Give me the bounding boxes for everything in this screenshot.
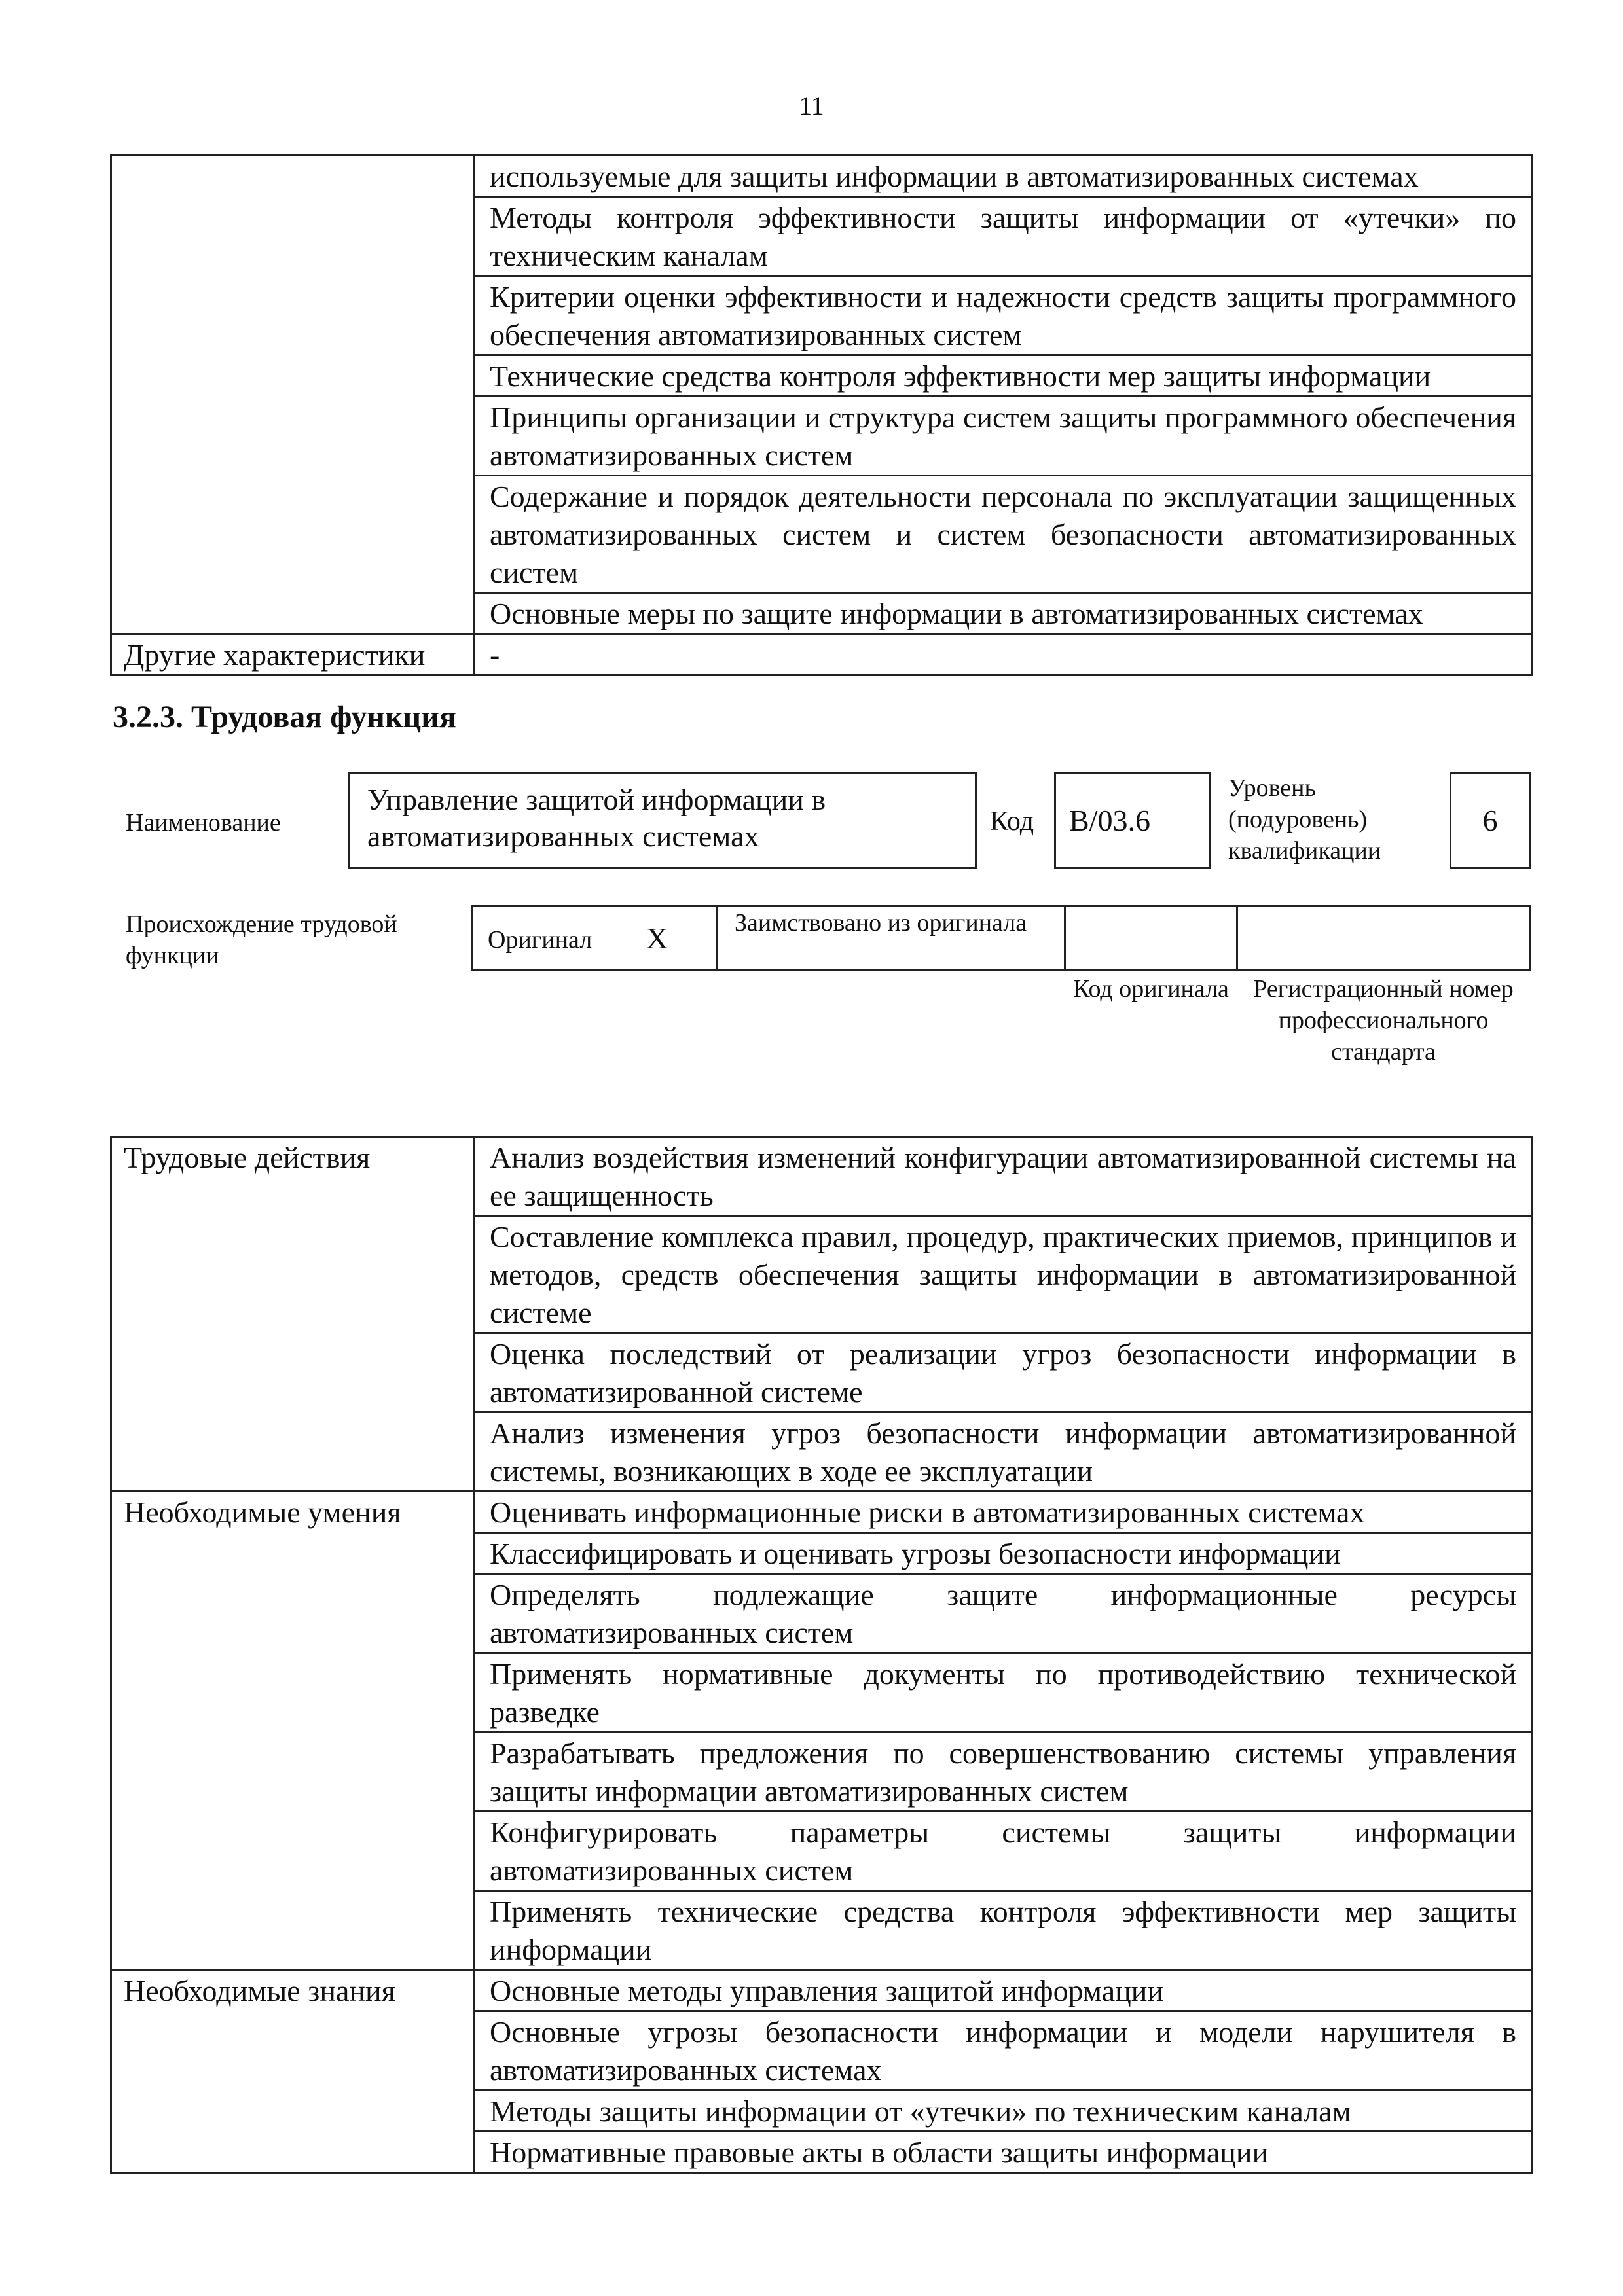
borrowed-label: Заимствовано из оригинала	[735, 909, 1027, 937]
skill-item: Применять технические средства контроля эффективности мер защиты информации	[475, 1891, 1532, 1970]
skill-item: Применять нормативные документы по противодействию технической разведке	[475, 1653, 1532, 1732]
main-function-table	[110, 1136, 1533, 2174]
top-knowledge-table	[110, 154, 1533, 676]
code-original-caption: Код оригинала	[1073, 975, 1229, 1003]
code-label: Код	[990, 806, 1034, 836]
skill-item: Оценивать информационные риски в автоматизированных системах	[475, 1492, 1532, 1533]
knowledge-item: Принципы организации и структура систем защиты программного обеспечения автоматизированных систем	[475, 397, 1532, 476]
level-label: Уровень (подуровень) квалификации	[1228, 774, 1381, 865]
original-label: Оригинал	[488, 926, 593, 954]
skill-item: Классифицировать и оценивать угрозы безопасности информации	[475, 1533, 1532, 1574]
knowledge-label: Необходимые знания	[111, 1970, 475, 2173]
knowledge-item: Содержание и порядок деятельности персонала по эксплуатации защищенных автоматизированных систем и систем безопасности автоматизированных систем	[475, 476, 1532, 593]
knowledge-item: Методы защиты информации от «утечки» по техническим каналам	[475, 2090, 1532, 2132]
action-item: Составление комплекса правил, процедур, практических приемов, принципов и методов, средств обеспечения защиты информации в автоматизированной системе	[475, 1216, 1532, 1333]
knowledge-item: используемые для защиты информации в автоматизированных системах	[475, 156, 1532, 197]
knowledge-item: Технические средства контроля эффективности мер защиты информации	[475, 355, 1532, 397]
knowledge-item: Нормативные правовые акты в области защиты информации	[475, 2132, 1532, 2173]
code-value: B/03.6	[1069, 804, 1150, 837]
knowledge-item: Основные методы управления защитой информации	[475, 1970, 1532, 2011]
table-row	[111, 634, 1532, 675]
action-item: Анализ воздействия изменений конфигурации автоматизированной системы на ее защищенность	[475, 1137, 1532, 1216]
empty-label-cell	[111, 156, 475, 634]
knowledge-item: Методы контроля эффективности защиты информации от «утечки» по техническим каналам	[475, 197, 1532, 276]
name-box	[348, 772, 977, 869]
page-number: 11	[799, 91, 824, 120]
knowledge-item: Основные меры по защите информации в автоматизированных системах	[475, 593, 1532, 634]
code-original-box	[1064, 905, 1238, 971]
skill-item: Конфигурировать параметры системы защиты информации автоматизированных систем	[475, 1812, 1532, 1891]
original-box	[471, 905, 718, 971]
table-row	[111, 1970, 1532, 2011]
reg-number-caption: Регистрационный номер профессионального стандарта	[1253, 975, 1514, 1066]
level-value: 6	[1482, 804, 1498, 837]
knowledge-item: Основные угрозы безопасности информации и модели нарушителя в автоматизированных системах	[475, 2011, 1532, 2090]
other-characteristics-value: -	[475, 634, 1532, 675]
borrowed-box	[716, 905, 1066, 971]
skills-label: Необходимые умения	[111, 1492, 475, 1970]
table-row	[111, 1492, 1532, 1533]
section-heading: 3.2.3. Трудовая функция	[113, 700, 456, 734]
function-name: Управление защитой информации в автоматизированных системах	[367, 783, 826, 853]
actions-label: Трудовые действия	[111, 1137, 475, 1492]
knowledge-item: Критерии оценки эффективности и надежности средств защиты программного обеспечения автоматизированных систем	[475, 276, 1532, 355]
skill-item: Разрабатывать предложения по совершенствованию системы управления защиты информации автоматизированных систем	[475, 1732, 1532, 1812]
reg-number-box	[1236, 905, 1531, 971]
name-label: Наименование	[126, 809, 281, 836]
action-item: Оценка последствий от реализации угроз безопасности информации в автоматизированной системе	[475, 1333, 1532, 1412]
original-mark: X	[646, 922, 668, 955]
level-box	[1450, 772, 1531, 869]
code-box	[1054, 772, 1211, 869]
action-item: Анализ изменения угроз безопасности информации автоматизированной системы, возникающих в ходе ее эксплуатации	[475, 1412, 1532, 1492]
table-row	[111, 1137, 1532, 1216]
table-row	[111, 156, 1532, 197]
other-characteristics-label: Другие характеристики	[111, 634, 475, 675]
skill-item: Определять подлежащие защите информационные ресурсы автоматизированных систем	[475, 1574, 1532, 1653]
origin-label: Происхождение трудовой функции	[126, 910, 397, 969]
